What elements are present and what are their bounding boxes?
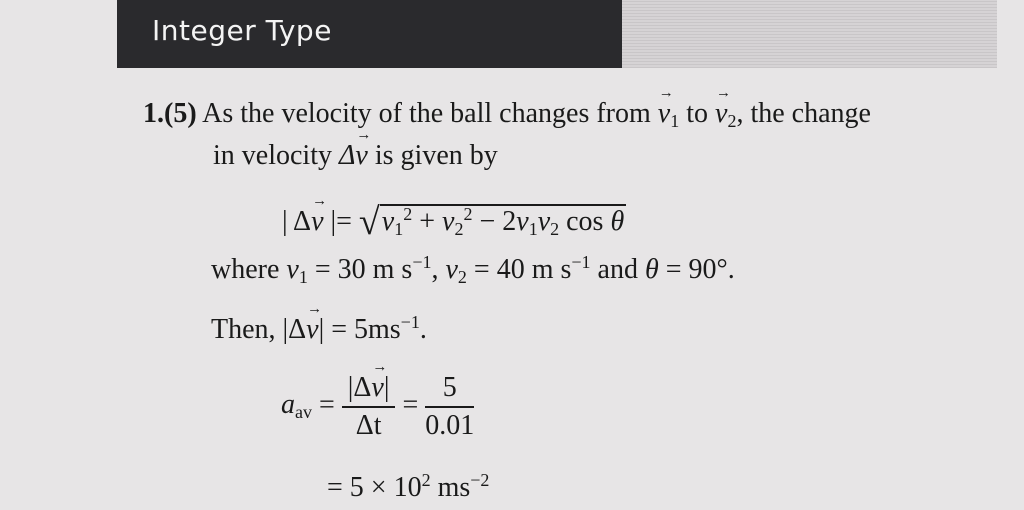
vector-v2: → $v_2$: [715, 98, 736, 132]
a-av: $a_{av}$: [281, 389, 312, 423]
then-word: Then,: [211, 314, 276, 345]
average-acceleration: $a_{av}$ = $\frac{|\Delta\to v|}{\Delta t}$ = $\frac{5}{0.01}$: [281, 372, 474, 442]
vector-v1: → $v_1$: [658, 98, 679, 132]
delta-v: Δ→ v: [339, 140, 368, 171]
problem-text-1: As the velocity of the ball changes from: [202, 98, 651, 129]
section-title: Integer Type: [152, 14, 332, 47]
problem-text-2: in velocity: [213, 140, 332, 171]
problem-line-1: [143, 98, 871, 132]
problem-number: 1.(5): [143, 98, 197, 129]
equation-magnitude: | Δ→ v |= $√v_1^2 + v_2^2 - 2v_1v_2$ cos θ: [282, 200, 626, 244]
fraction-1: $\frac{|\Delta\to v|}{\Delta t}$: [342, 372, 396, 442]
where-word: where: [211, 254, 280, 285]
given-values: where $v_1 = 30$ m $s^{-1}$, $v_2 = 40$ m $s^{-1}$ and θ = 90°.: [211, 252, 735, 287]
fraction-2: $\frac{5}{0.01}$: [425, 372, 475, 441]
problem-text-1-end: , the change: [736, 98, 871, 129]
to-word: to: [686, 98, 708, 129]
then-line: Then, $|\Delta\to v| = 5ms^{-1}$.: [211, 312, 427, 346]
problem-line-2: [213, 140, 498, 172]
final-answer: = $5 \times 10^2$ $ms^{-2}$: [327, 470, 490, 503]
problem-text-2-end: is given by: [374, 140, 498, 171]
